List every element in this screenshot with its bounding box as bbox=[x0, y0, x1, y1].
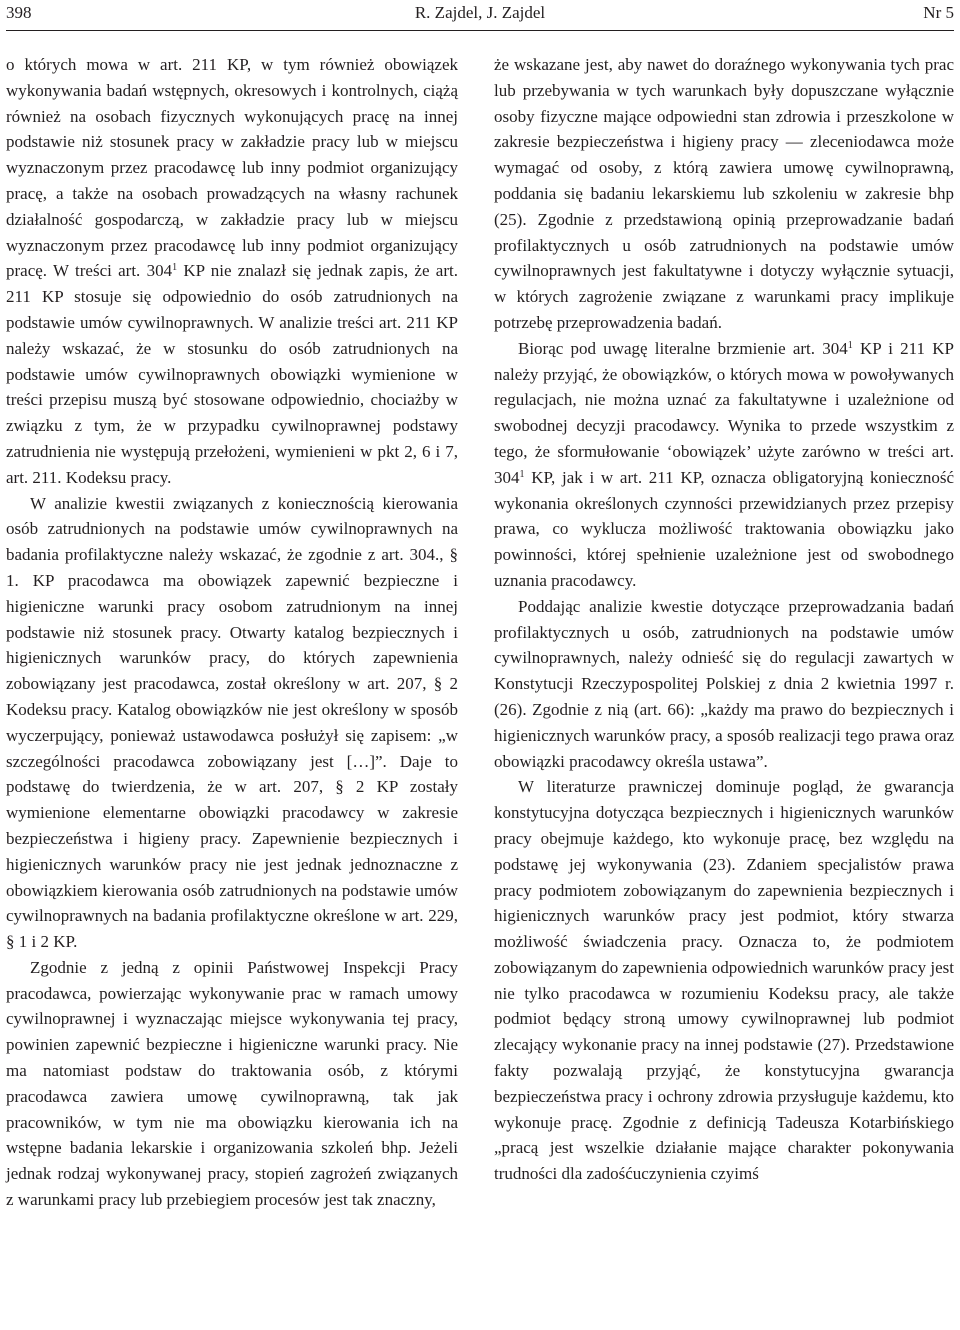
paragraph-text: że wskazane jest, aby nawet do doraźnego wykonywania tych prac lub przebywania w tych warunkach były dopuszczane wyłącznie osoby fizyczne mające odpowiedni stan zdrowia i przeszkolone w zakresie bezpieczeństwa i higieny pracy — zleceniodawca może wymagać od osoby, z którą zawiera umowę cywilnoprawną, poddania się badaniu lekarskiemu lub szkoleniu w zakresie bhp (25). Zgodnie z przedstawioną opinią przeprowadzanie badań profilaktycznych u osób zatrudnionych na podstawie umów cywilnoprawnych jest fakultatywne i dotyczy wyłącznie sytuacji, w których zagrożenie związane z warunkami pracy implikuje potrzebę przeprowadzenia badań. bbox=[494, 55, 954, 332]
superscript: 1 bbox=[519, 468, 525, 480]
issue-number: Nr 5 bbox=[923, 3, 954, 22]
paragraph-text: W literaturze prawniczej dominuje pogląd, że gwarancja konstytucyjna dotycząca bezpiecznych i higienicznych warunków pracy obejmuje każdego, kto wykonuje pracę, bez względu na podstawę jej wykonywania (23). Zdaniem specjalistów prawa pracy podmiotem zobowiązanym do zapewnienia bezpiecznych i higienicznych warunków pracy jest podmiot, który stwarza możliwość świadczenia pracy. Oznacza to, że podmiotem zobowiązanym do zapewnienia odpowiednich warunków pracy jest nie tylko pracodawca w rozumieniu Kodeksu pracy, ale także podmiot będący stroną umowy cywilnoprawnej lub podmiot zlecający wykonanie pracy na innej podstawie (27). Przedstawione fakty pozwalają przyjąć, że konstytucyjna gwarancja bezpieczeństwa pracy i ochrony zdrowia przysługuje każdemu, kto wykonuje pracę. Zgodnie z definicją Tadeusza Kotarbińskiego „pracą jest wszelkie działanie mające charakter pokonywania trudności dla zadośćuczynienia czyimś bbox=[494, 777, 954, 1184]
paragraph-text: Poddając analizie kwestie dotyczące przeprowadzania badań profilaktycznych u osób, zatrudnionych na podstawie umów cywilnoprawnych, należy odnieść się do regulacji zawartych w Konstytucji Rzeczypospolitej Polskiej z dnia 2 kwietnia 1997 r. (26). Zgodnie z nią (art. 66): „każdy ma prawo do bezpiecznych i higienicznych warunków pracy, a sposób realizacji tego prawa oraz obowiązki pracodawcy określa ustawa”. bbox=[494, 596, 954, 771]
paragraph-text: Biorąc pod uwagę literalne brzmienie art. 304 bbox=[518, 338, 848, 358]
header-rule bbox=[6, 30, 954, 31]
paragraph-text: Zgodnie z jedną z opinii Państwowej Inspekcji Pracy pracodawca, powierzając wykonywanie prac w ramach umowy cywilnoprawnej i wyznaczając miejsce wykonywania tej pracy, powinien zapewnić bezpieczne i higieniczne warunki pracy. Nie ma natomiast podstaw do traktowania osób, z którymi pracodawca zawiera umowę cywilnoprawną, tak jak pracowników, w tym nie ma obowiązku kierowania ich na wstępne badania lekarskie i organizowania szkoleń bhp. Jeżeli jednak rodzaj wykonywanej pracy, stopień zagrożeń związanych z warunkami pracy lub przebiegiem procesów jest tak znaczny, bbox=[6, 957, 458, 1210]
superscript: 1 bbox=[172, 262, 178, 274]
paragraph-text: KP nie znalazł się jednak zapis, że art. 211 KP stosuje się odpowiednio do osób zatrudnionych na podstawie umów cywilnoprawnych. W analizie treści art. 211 KP należy wskazać, że w stosunku do osób zatrudnionych na podstawie umów cywilnoprawnych obowiązki wymienione w treści przepisu muszą być stosowane odpowiednio, chociażby w związku z tym, że w przypadku cywilnoprawnej podstawy zatrudnienia nie występują przełożeni, wymienieni w pkt 2, 6 i 7, art. 211. Kodeksu pracy. bbox=[6, 261, 458, 487]
paragraph bbox=[494, 774, 954, 1187]
superscript: 1 bbox=[847, 339, 853, 351]
paragraph bbox=[494, 336, 954, 594]
paragraph-text: o których mowa w art. 211 KP, w tym również obowiązek wykonywania badań wstępnych, okresowych i kontrolnych, ciążą również na osobach fizycznych wykonujących pracę na innej podstawie niż stosunek pracy w zakładzie pracy lub w miejscu wyznaczonym przez pracodawcę lub inny podmiot organizujący pracę, a także na osobach prowadzących na własny rachunek działalność gospodarczą, w zakładzie pracy lub w miejscu wyznaczonym przez pracodawcę lub inny podmiot organizujący pracę. W treści art. 304 bbox=[6, 55, 458, 281]
running-header bbox=[6, 0, 954, 26]
paragraph-text: KP i 211 KP należy przyjąć, że obowiązków, o których mowa w powoływanych regulacjach, nie można uznać za fakultatywne i uzależnione od swobodnej decyzji pracodawcy. Wynika to przede wszystkim z tego, że sformułowanie ‘obowiązek’ użyte zarówno w treści art. 304 bbox=[494, 338, 954, 487]
paragraph bbox=[6, 52, 458, 491]
paragraph bbox=[494, 52, 954, 336]
paragraph bbox=[6, 955, 458, 1213]
left-column bbox=[6, 52, 458, 1213]
paragraph bbox=[494, 594, 954, 775]
paragraph-text: W analizie kwestii związanych z koniecznością kierowania osób zatrudnionych na podstawie umów cywilnoprawnych na badania profilaktyczne należy wskazać, że zgodnie z art. 304., § 1. KP pracodawca ma obowiązek zapewnić bezpieczne i higieniczne warunki pracy osobom zatrudnionym na innej podstawie niż stosunek pracy. Otwarty katalog bezpiecznych i higienicznych warunków pracy, do których zapewnienia zobowiązany jest pracodawca, został określony w art. 207, § 2 Kodeksu pracy. Katalog obowiązków nie jest określony w sposób wyczerpujący, ponieważ ustawodawca posłużył się zapisem: „w szczególności pracodawca zobowiązany jest […]”. Daje to podstawę do twierdzenia, że w art. 207, § 2 KP zostały wymienione elementarne obowiązki pracodawcy w zakresie bezpieczeństwa i higieny pracy. Zapewnienie bezpiecznych i higienicznych warunków pracy nie jest jednak jednoznaczne z obowiązkiem kierowania osób zatrudnionych na podstawie umów cywilnoprawnych na badania profilaktyczne określone w art. 229, § 1 i 2 KP. bbox=[6, 493, 458, 952]
paragraph bbox=[6, 491, 458, 955]
running-head-authors: R. Zajdel, J. Zajdel bbox=[414, 3, 546, 22]
page-number: 398 bbox=[6, 3, 32, 22]
right-column bbox=[494, 52, 954, 1187]
paragraph-text: KP, jak i w art. 211 KP, oznacza obligatoryjną konieczność wykonania określonych czynności przewidzianych przez przepisy prawa, co wyklucza możliwość traktowania obowiązku jako powinności, której spełnienie uzależnione jest od swobodnego uznania pracodawcy. bbox=[494, 467, 954, 590]
